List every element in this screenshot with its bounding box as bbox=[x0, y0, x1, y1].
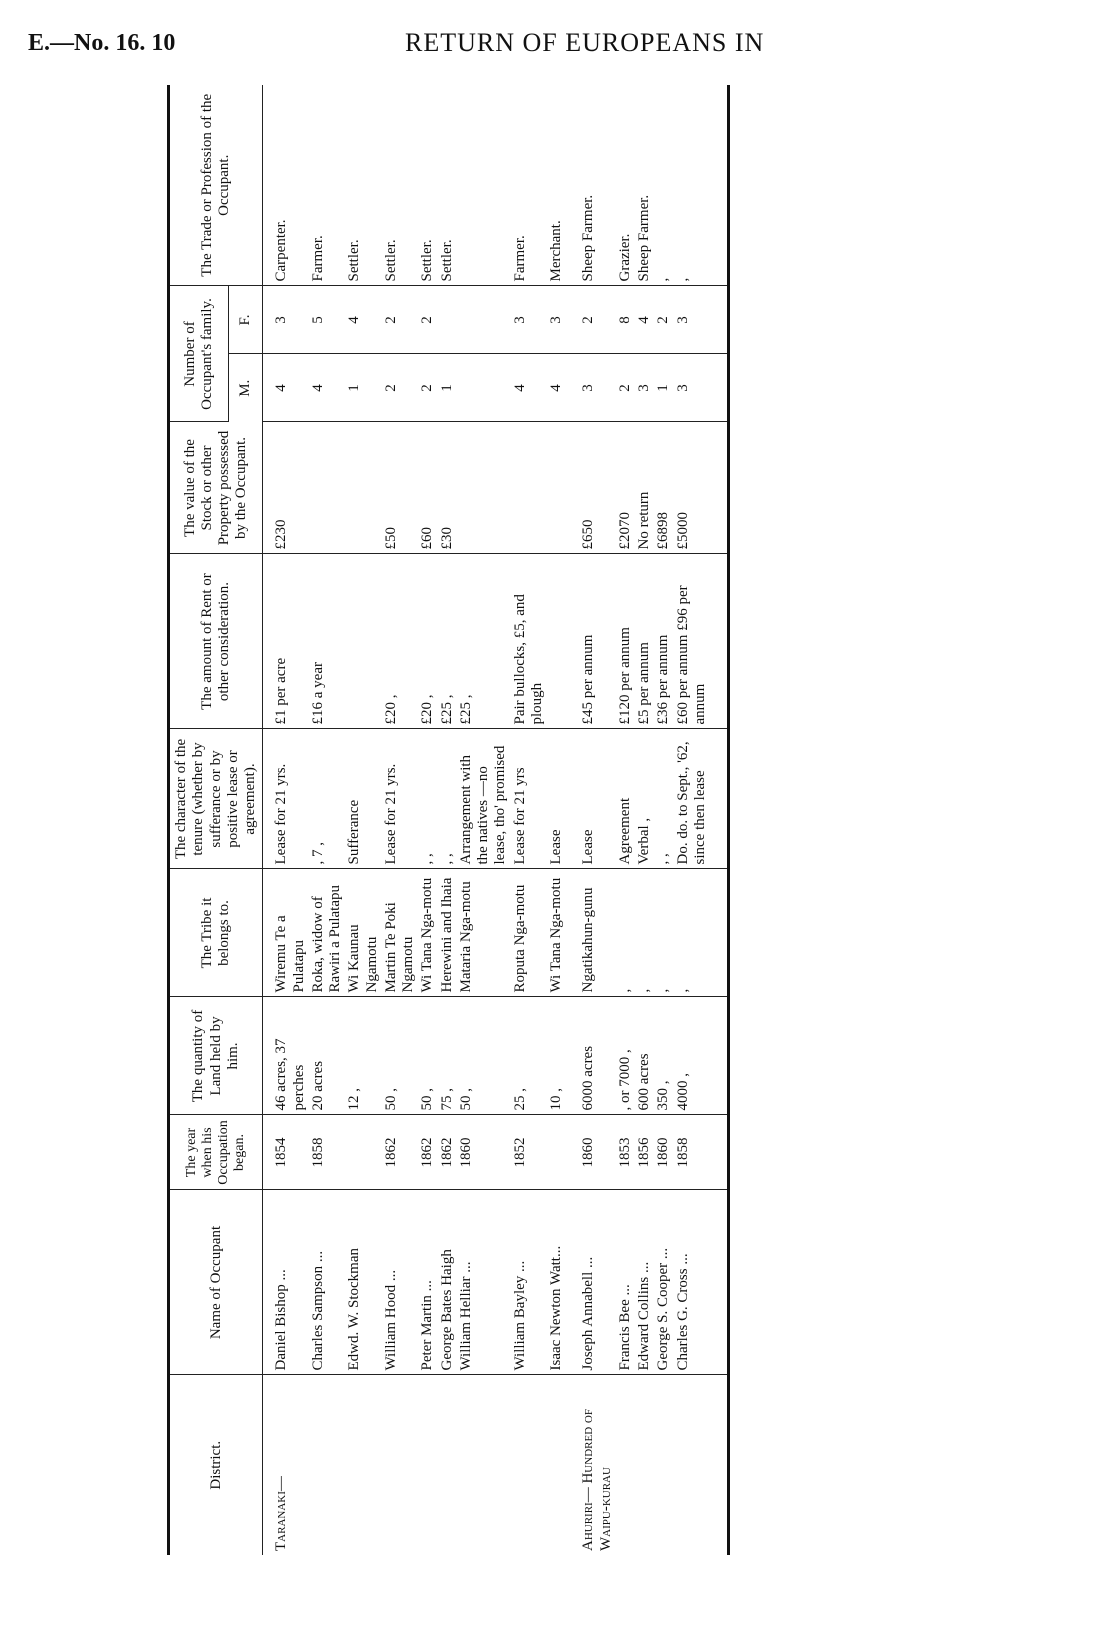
family-male-cell: 3 bbox=[674, 354, 729, 422]
trade-cell: , bbox=[674, 85, 729, 286]
table-row bbox=[547, 85, 566, 1555]
land-quantity-cell: , or 7000 , bbox=[616, 997, 635, 1115]
table-row bbox=[635, 85, 654, 1555]
district-cell bbox=[457, 1375, 511, 1555]
trade-cell: Settler. bbox=[382, 85, 419, 286]
district-cell bbox=[418, 1375, 437, 1555]
header-rent: The amount of Rent or other consideration. bbox=[169, 554, 263, 729]
district-cell: Taranaki— bbox=[273, 1476, 290, 1551]
family-male-cell: 1 bbox=[654, 354, 673, 422]
rent-cell: £45 per annum bbox=[566, 554, 616, 729]
family-male-cell: 4 bbox=[309, 354, 346, 422]
tenure-cell: Lease bbox=[566, 729, 616, 869]
family-male-cell: 1 bbox=[438, 354, 457, 422]
occupant-name-cell: William Helliar ... bbox=[457, 1190, 511, 1375]
year-cell bbox=[345, 1115, 382, 1190]
family-female-cell: 2 bbox=[418, 286, 437, 354]
tribe-cell: Roka, widow of Rawiri a Pulatapu bbox=[309, 869, 346, 997]
tribe-cell: Wiremu Te a Pulatapu bbox=[263, 869, 309, 997]
rent-cell: £20 , bbox=[382, 554, 419, 729]
stock-value-cell: No return bbox=[635, 422, 654, 554]
land-quantity-cell: 20 acres bbox=[309, 997, 346, 1115]
tenure-cell: Lease for 21 yrs. bbox=[382, 729, 419, 869]
family-male-cell: 4 bbox=[547, 354, 566, 422]
district-cell bbox=[674, 1375, 729, 1555]
rent-cell: £120 per annum bbox=[616, 554, 635, 729]
occupant-name-cell: Edwd. W. Stockman bbox=[345, 1190, 382, 1375]
family-female-cell: 4 bbox=[635, 286, 654, 354]
stock-value-cell: £6898 bbox=[654, 422, 673, 554]
header-male: M. bbox=[229, 354, 263, 422]
land-quantity-cell: 25 , bbox=[511, 997, 548, 1115]
family-female-cell: 3 bbox=[511, 286, 548, 354]
family-female-cell bbox=[438, 286, 457, 354]
stock-value-cell bbox=[309, 422, 346, 554]
tenure-cell: Lease bbox=[547, 729, 566, 869]
family-male-cell: 2 bbox=[616, 354, 635, 422]
stock-value-cell bbox=[511, 422, 548, 554]
family-female-cell: 2 bbox=[654, 286, 673, 354]
stock-value-cell: £2070 bbox=[616, 422, 635, 554]
occupant-name-cell: Charles Sampson ... bbox=[309, 1190, 346, 1375]
year-cell: 1862 bbox=[438, 1115, 457, 1190]
tribe-cell: , bbox=[674, 869, 729, 997]
occupant-name-cell: Francis Bee ... bbox=[616, 1190, 635, 1375]
family-female-cell bbox=[457, 286, 511, 354]
trade-cell: Settler. bbox=[345, 85, 382, 286]
table-row bbox=[457, 85, 511, 1555]
table-row bbox=[309, 85, 346, 1555]
trade-cell bbox=[457, 85, 511, 286]
tenure-cell: Verbal , bbox=[635, 729, 654, 869]
family-male-cell: 4 bbox=[511, 354, 548, 422]
district-cell bbox=[635, 1375, 654, 1555]
occupant-name-cell: Daniel Bishop ... bbox=[263, 1190, 309, 1375]
year-cell: 1860 bbox=[654, 1115, 673, 1190]
occupant-name-cell: Charles G. Cross ... bbox=[674, 1190, 729, 1375]
tenure-cell: , 7 , bbox=[309, 729, 346, 869]
family-male-cell: 3 bbox=[635, 354, 654, 422]
trade-cell: Merchant. bbox=[547, 85, 566, 286]
family-female-cell: 3 bbox=[263, 286, 309, 354]
year-cell: 1860 bbox=[566, 1115, 616, 1190]
header-name: Name of Occupant bbox=[169, 1190, 263, 1375]
stock-value-cell bbox=[457, 422, 511, 554]
family-male-cell: 3 bbox=[566, 354, 616, 422]
tribe-cell: Martin Te Poki Ngamotu bbox=[382, 869, 419, 997]
tribe-cell: Herewini and Ihaia bbox=[438, 869, 457, 997]
district-cell bbox=[547, 1375, 566, 1555]
stock-value-cell: £30 bbox=[438, 422, 457, 554]
tribe-cell: Wi Tana Nga-motu bbox=[418, 869, 437, 997]
table-row bbox=[674, 85, 729, 1555]
tenure-cell: , , bbox=[418, 729, 437, 869]
occupant-name-cell: William Bayley ... bbox=[511, 1190, 548, 1375]
tenure-cell: Agreement bbox=[616, 729, 635, 869]
trade-cell: Sheep Farmer. bbox=[635, 85, 654, 286]
rent-cell: £16 a year bbox=[309, 554, 346, 729]
stock-value-cell bbox=[345, 422, 382, 554]
year-cell: 1856 bbox=[635, 1115, 654, 1190]
tribe-cell: , bbox=[616, 869, 635, 997]
stock-value-cell: £650 bbox=[566, 422, 616, 554]
occupant-name-cell: Edward Collins ... bbox=[635, 1190, 654, 1375]
family-female-cell: 5 bbox=[309, 286, 346, 354]
header-tribe: The Tribe it belongs to. bbox=[169, 869, 263, 997]
year-cell bbox=[547, 1115, 566, 1190]
rent-cell bbox=[345, 554, 382, 729]
district-cell bbox=[345, 1375, 382, 1555]
page-reference: E.—No. 16. 10 bbox=[28, 30, 176, 56]
table-row bbox=[654, 85, 673, 1555]
tribe-cell: Wi Kaunau Ngamotu bbox=[345, 869, 382, 997]
header-female: F. bbox=[229, 286, 263, 354]
rent-cell: Pair bullocks, £5, and plough bbox=[511, 554, 548, 729]
district-cell bbox=[382, 1375, 419, 1555]
tenure-cell: Sufferance bbox=[345, 729, 382, 869]
land-quantity-cell: 75 , bbox=[438, 997, 457, 1115]
district-cell bbox=[438, 1375, 457, 1555]
trade-cell: Farmer. bbox=[309, 85, 346, 286]
year-cell: 1852 bbox=[511, 1115, 548, 1190]
land-quantity-cell: 46 acres, 37 perches bbox=[263, 997, 309, 1115]
table-row bbox=[345, 85, 382, 1555]
occupant-name-cell: George Bates Haigh bbox=[438, 1190, 457, 1375]
trade-cell: , bbox=[654, 85, 673, 286]
stock-value-cell bbox=[547, 422, 566, 554]
rent-cell: £5 per annum bbox=[635, 554, 654, 729]
year-cell: 1854 bbox=[263, 1115, 309, 1190]
table-row bbox=[511, 85, 548, 1555]
land-quantity-cell: 350 , bbox=[654, 997, 673, 1115]
stock-value-cell: £230 bbox=[263, 422, 309, 554]
header-stock: The value of the Stock or other Property possessed by the Occupant. bbox=[169, 422, 263, 554]
family-female-cell: 3 bbox=[547, 286, 566, 354]
district-cell bbox=[511, 1375, 548, 1555]
occupant-name-cell: Joseph Annabell ... bbox=[566, 1190, 616, 1375]
land-quantity-cell: 12 , bbox=[345, 997, 382, 1115]
family-male-cell: 2 bbox=[382, 354, 419, 422]
header-family: Number of Occupant's family. bbox=[169, 286, 229, 422]
family-male-cell: 4 bbox=[263, 354, 309, 422]
family-female-cell: 4 bbox=[345, 286, 382, 354]
header-trade: The Trade or Profession of the Occupant. bbox=[169, 85, 263, 286]
table-row bbox=[418, 85, 437, 1555]
table-row bbox=[616, 85, 635, 1555]
stock-value-cell: £50 bbox=[382, 422, 419, 554]
header-row-top bbox=[169, 85, 229, 1555]
tribe-cell: Wi Tana Nga-motu bbox=[547, 869, 566, 997]
year-cell: 1862 bbox=[418, 1115, 437, 1190]
tribe-cell: Ngatikahun-gunu bbox=[566, 869, 616, 997]
trade-cell: Farmer. bbox=[511, 85, 548, 286]
district-cell bbox=[309, 1375, 346, 1555]
occupant-name-cell: Isaac Newton Watt... bbox=[547, 1190, 566, 1375]
tribe-cell: Mataria Nga-motu bbox=[457, 869, 511, 997]
family-female-cell: 2 bbox=[382, 286, 419, 354]
rent-cell: £36 per annum bbox=[654, 554, 673, 729]
tenure-cell: Do. do. to Sept., '62, since then lease bbox=[674, 729, 729, 869]
family-female-cell: 3 bbox=[674, 286, 729, 354]
rent-cell: £20 , bbox=[418, 554, 437, 729]
district-cell bbox=[616, 1375, 635, 1555]
page-number: 10 bbox=[151, 30, 176, 56]
tribe-cell: Roputa Nga-motu bbox=[511, 869, 548, 997]
table-row bbox=[438, 85, 457, 1555]
tenure-cell: Arrangement with the natives —no lease, tho' promised bbox=[457, 729, 511, 869]
year-cell: 1862 bbox=[382, 1115, 419, 1190]
rent-cell: £1 per acre bbox=[263, 554, 309, 729]
tribe-cell: , bbox=[654, 869, 673, 997]
page-header bbox=[0, 0, 1114, 80]
land-quantity-cell: 50 , bbox=[457, 997, 511, 1115]
land-quantity-cell: 600 acres bbox=[635, 997, 654, 1115]
stock-value-cell: £60 bbox=[418, 422, 437, 554]
family-female-cell: 2 bbox=[566, 286, 616, 354]
europeans-return-table bbox=[167, 85, 730, 1555]
header-tenure: The character of the tenure (whether by sufferance or by positive lease or agreement). bbox=[169, 729, 263, 869]
occupant-name-cell: Peter Martin ... bbox=[418, 1190, 437, 1375]
trade-cell: Carpenter. bbox=[263, 85, 309, 286]
year-cell: 1853 bbox=[616, 1115, 635, 1190]
trade-cell: Settler. bbox=[438, 85, 457, 286]
tenure-cell: Lease for 21 yrs bbox=[511, 729, 548, 869]
district-cell: Ahuriri— Hundred of Waipu-kurau bbox=[580, 1409, 614, 1551]
occupant-name-cell: George S. Cooper ... bbox=[654, 1190, 673, 1375]
rent-cell: £60 per annum £96 per annum bbox=[674, 554, 729, 729]
trade-cell: Settler. bbox=[418, 85, 437, 286]
year-cell: 1860 bbox=[457, 1115, 511, 1190]
year-cell: 1858 bbox=[309, 1115, 346, 1190]
table-row bbox=[382, 85, 419, 1555]
occupant-name-cell: William Hood ... bbox=[382, 1190, 419, 1375]
family-male-cell: 2 bbox=[418, 354, 437, 422]
page-title: RETURN OF EUROPEANS IN bbox=[405, 28, 765, 57]
tribe-cell: , bbox=[635, 869, 654, 997]
land-quantity-cell: 50 , bbox=[382, 997, 419, 1115]
land-quantity-cell: 50 , bbox=[418, 997, 437, 1115]
family-male-cell bbox=[457, 354, 511, 422]
land-quantity-cell: 6000 acres bbox=[566, 997, 616, 1115]
family-female-cell: 8 bbox=[616, 286, 635, 354]
land-quantity-cell: 10 , bbox=[547, 997, 566, 1115]
trade-cell: Sheep Farmer. bbox=[566, 85, 616, 286]
rent-cell: £25 , bbox=[438, 554, 457, 729]
rent-cell bbox=[547, 554, 566, 729]
tenure-cell: , , bbox=[438, 729, 457, 869]
header-quantity: The quantity of Land held by him. bbox=[169, 997, 263, 1115]
tenure-cell: , , bbox=[654, 729, 673, 869]
table-body bbox=[263, 85, 729, 1555]
header-year: The year when his Occupation began. bbox=[169, 1115, 263, 1190]
land-quantity-cell: 4000 , bbox=[674, 997, 729, 1115]
family-male-cell: 1 bbox=[345, 354, 382, 422]
table-row bbox=[263, 85, 309, 1555]
rotated-table-container bbox=[167, 85, 1067, 1555]
district-cell bbox=[654, 1375, 673, 1555]
rent-cell: £25 , bbox=[457, 554, 511, 729]
trade-cell: Grazier. bbox=[616, 85, 635, 286]
tenure-cell: Lease for 21 yrs. bbox=[263, 729, 309, 869]
table-row bbox=[566, 85, 616, 1555]
year-cell: 1858 bbox=[674, 1115, 729, 1190]
stock-value-cell: £5000 bbox=[674, 422, 729, 554]
header-district: District. bbox=[169, 1375, 263, 1555]
